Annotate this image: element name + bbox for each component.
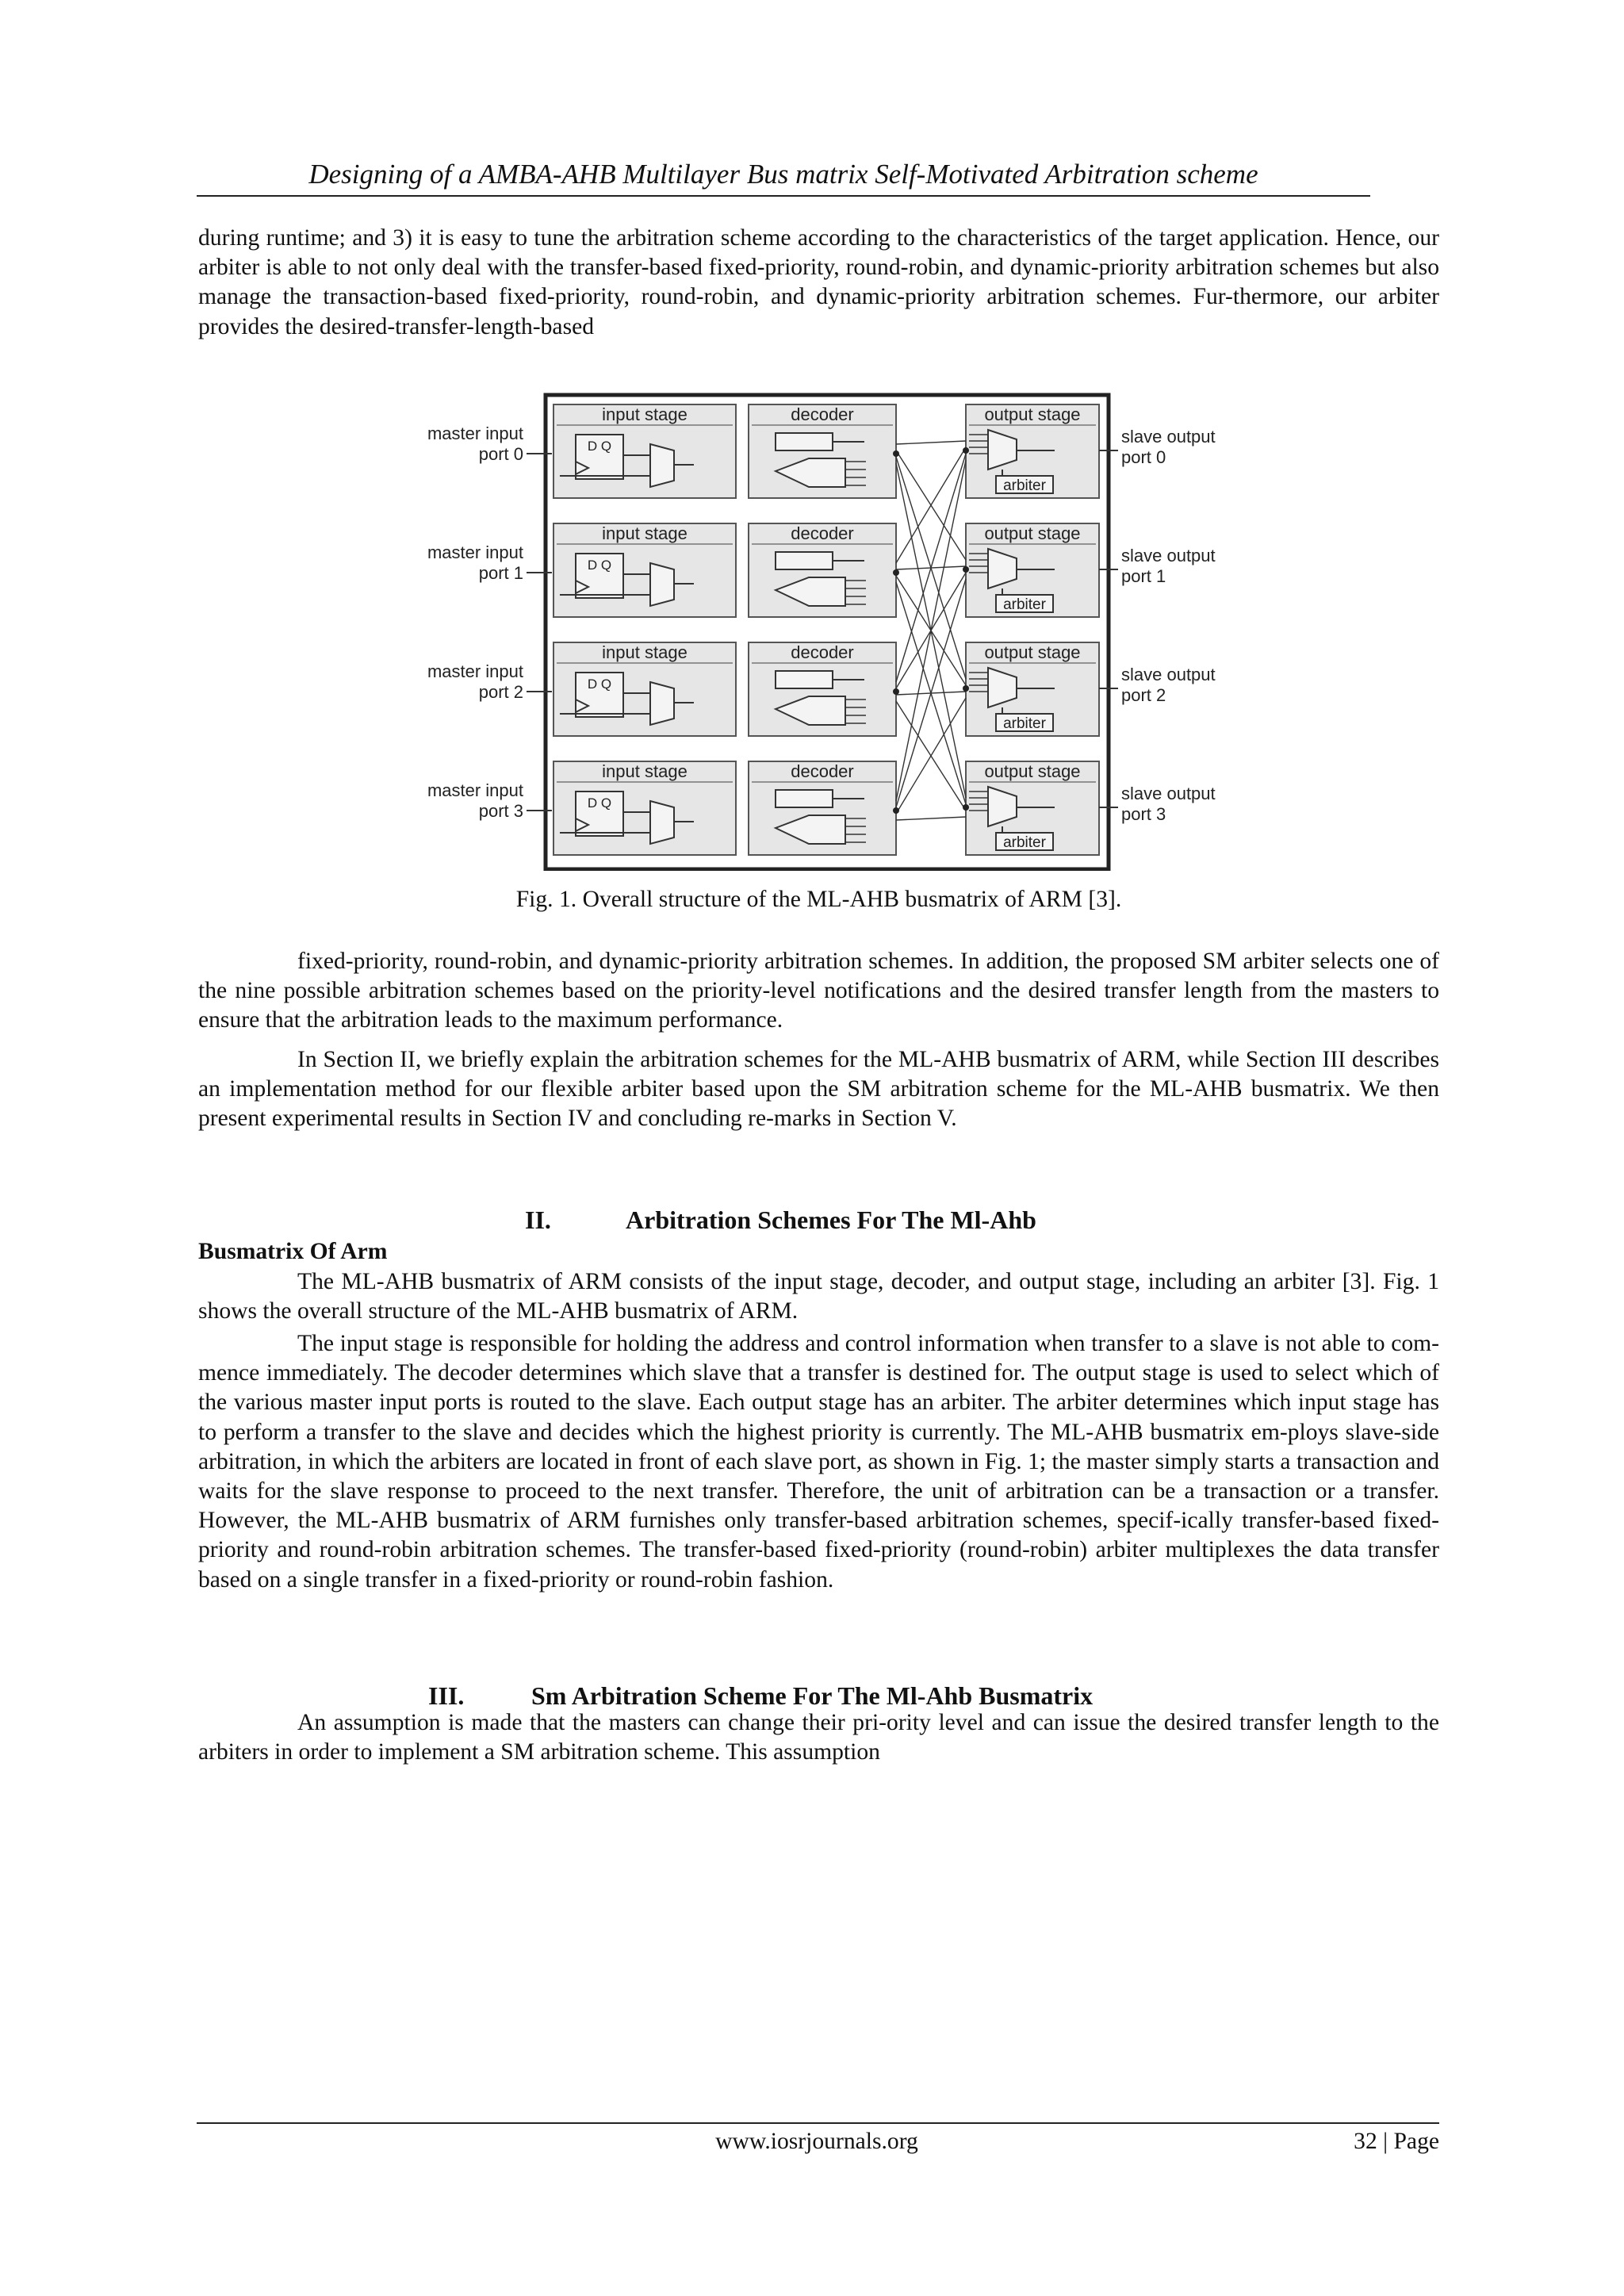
decoder-block (776, 552, 833, 569)
section-2-title: Arbitration Schemes For The Ml-Ahb (626, 1205, 1036, 1234)
decoder-node (893, 569, 899, 576)
dq-label: D Q (587, 439, 612, 454)
decoder-block (776, 671, 833, 688)
decoder-node (893, 450, 899, 457)
section-2-heading (198, 1204, 1439, 1236)
input-stage-label: input stage (602, 404, 688, 424)
output-node (963, 804, 969, 811)
decoder-label: decoder (791, 642, 854, 662)
decoder-label: decoder (791, 523, 854, 543)
output-node (963, 566, 969, 573)
input-stage-label: input stage (602, 642, 688, 662)
slave-port-label: port 0 (1121, 447, 1166, 467)
master-port-label: port 0 (478, 444, 523, 464)
header-rule (197, 195, 1370, 197)
slave-port-label: port 1 (1121, 566, 1166, 586)
arbiter-label: arbiter (1003, 596, 1046, 613)
output-node (963, 685, 969, 692)
section-2-paragraph-2: The input stage is responsible for holding the address and control information when transfer to a slave is not able to com-mence immediately. The decoder determines which slave that a transfer is destined for. The output stage is used to select which of the various master input ports is routed to the slave. Each output stage has an arbiter. The arbiter determines which input stage has to perform a transfer to the slave and decides which the highest priority is currently. The ML-AHB busmatrix em-ploys slave-side arbitration, in which the arbiters are located in front of each slave port, as shown in Fig. 1; the master simply starts a transaction and waits for the slave response to proceed to the next transfer. Therefore, the unit of arbitration can be a transaction or a transfer. However, the ML-AHB busmatrix of ARM furnishes only transfer-based arbitration schemes, specif-ically transfer-based fixed-priority and round-robin arbitration schemes. The transfer-based fixed-priority (round-robin) arbiter multiplexes the data transfer based on a single transfer in a fixed-priority or round-robin fashion. (198, 1331, 1439, 1593)
section-2-number: II. (525, 1205, 551, 1234)
master-input-label: master input (427, 542, 523, 562)
master-input-label: master input (427, 424, 523, 443)
slave-port-label: port 3 (1121, 804, 1166, 824)
decoder-label: decoder (791, 761, 854, 781)
slave-output-label: slave output (1121, 427, 1216, 447)
decoder-block (776, 433, 833, 450)
running-head: Designing of a AMBA-AHB Multilayer Bus matrix Self-Motivated Arbitration scheme (308, 159, 1258, 190)
input-mux (650, 801, 674, 844)
figure-caption: Fig. 1. Overall structure of the ML-AHB busmatrix of ARM [3]. (515, 887, 1122, 912)
slave-output-label: slave output (1121, 784, 1216, 803)
master-port-label: port 1 (478, 563, 523, 583)
arbiter-label: arbiter (1003, 477, 1046, 494)
intro-paragraph: during runtime; and 3) it is easy to tune the arbitration scheme according to the characteristics of the target application. Hence, our arbiter is able to not only deal with the transfer-based fixed-priority, round-robin, and dynamic-priority arbitration schemes but also manage the transaction-based fixed-priority, round-robin, and dynamic-priority arbitration schemes. Fur-thermore, our arbiter provides the desired-transfer-length-based (198, 225, 1439, 339)
master-port-label: port 3 (478, 801, 523, 821)
arbiter-label: arbiter (1003, 715, 1046, 732)
decoder-block (776, 790, 833, 807)
dq-label: D Q (587, 558, 612, 573)
input-stage-label: input stage (602, 523, 688, 543)
input-mux (650, 563, 674, 606)
master-port-label: port 2 (478, 682, 523, 702)
decoder-node (893, 688, 899, 695)
section-3-heading (198, 1680, 1439, 1711)
input-mux (650, 682, 674, 725)
input-mux (650, 444, 674, 487)
footer-rule (197, 2122, 1439, 2124)
master-input-label: master input (427, 780, 523, 800)
output-stage-label: output stage (984, 642, 1081, 662)
output-node (963, 447, 969, 454)
footer-url: www.iosrjournals.org (715, 2129, 918, 2154)
figure-busmatrix (420, 387, 1221, 871)
output-stage-label: output stage (984, 523, 1081, 543)
paragraph-after-figure-2: In Section II, we briefly explain the arbitration schemes for the ML-AHB busmatrix of ARM, while Section III describes an implementation method for our flexible arbiter based upon the SM arbitration scheme for the ML-AHB busmatrix. We then present experimental results in Section IV and concluding re-marks in Section V. (198, 1047, 1439, 1132)
slave-port-label: port 2 (1121, 685, 1166, 705)
section-3-title: Sm Arbitration Scheme For The Ml-Ahb Busmatrix (531, 1681, 1094, 1710)
section-2-subheading: Busmatrix Of Arm (198, 1239, 388, 1264)
dq-label: D Q (587, 677, 612, 692)
input-stage-label: input stage (602, 761, 688, 781)
section-3-paragraph-1: An assumption is made that the masters can change their pri-ority level and can issue the desired transfer length to the arbiters in order to implement a SM arbitration scheme. This assumption (198, 1710, 1439, 1765)
decoder-label: decoder (791, 404, 854, 424)
arbiter-label: arbiter (1003, 834, 1046, 851)
output-stage-label: output stage (984, 761, 1081, 781)
master-input-label: master input (427, 661, 523, 681)
decoder-node (893, 807, 899, 814)
footer-page-number: 32 | Page (1354, 2129, 1439, 2154)
slave-output-label: slave output (1121, 665, 1216, 684)
output-stage-label: output stage (984, 404, 1081, 424)
dq-label: D Q (587, 795, 612, 811)
paragraph-after-figure-1: fixed-priority, round-robin, and dynamic-priority arbitration schemes. In addition, the proposed SM arbiter selects one of the nine possible arbitration schemes based on the priority-level notifications and the desired transfer length from the masters to ensure that the arbitration leads to the maximum performance. (198, 949, 1439, 1033)
slave-output-label: slave output (1121, 546, 1216, 565)
section-2-paragraph-1: The ML-AHB busmatrix of ARM consists of the input stage, decoder, and output stage, including an arbiter [3]. Fig. 1 shows the overall structure of the ML-AHB busmatrix of ARM. (198, 1269, 1439, 1324)
section-3-number: III. (428, 1681, 465, 1710)
